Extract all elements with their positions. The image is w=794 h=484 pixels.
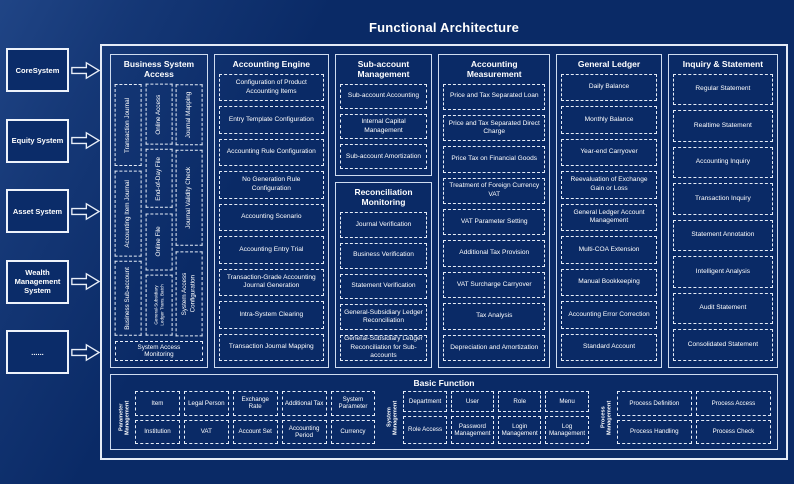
module-item: VAT Surcharge Carryover (443, 272, 545, 298)
module-item: Journal Verification (340, 212, 427, 238)
group-grid (135, 391, 375, 444)
arrow-right-icon (71, 271, 100, 292)
panel-accounting-measurement (438, 54, 550, 368)
system-box-equity-system: Equity System (6, 119, 69, 163)
panel-items (340, 212, 427, 361)
bsa-column (115, 84, 142, 336)
group-parameter-management (117, 391, 375, 444)
panel-items (673, 74, 773, 361)
arrow-right-icon (71, 201, 100, 222)
module-item: Role Access (403, 416, 446, 444)
page-title: Functional Architecture (368, 20, 520, 35)
module-item: General Ledger Account Management (561, 204, 656, 231)
module-item: Year-end Carryover (561, 139, 656, 166)
module-item: Realtime Statement (673, 110, 773, 142)
module-item: Standard Account (561, 334, 656, 361)
module-item: Transaction Journal (115, 84, 142, 166)
arrow-right-icon (71, 60, 100, 81)
module-item: Transaction Journal Mapping (219, 334, 324, 361)
system-box-asset-system: Asset System (6, 189, 69, 233)
group-process-management (599, 391, 771, 444)
system-box-coresystem: CoreSystem (6, 48, 69, 92)
panel-general-ledger (556, 54, 661, 368)
system-row (6, 330, 102, 374)
module-item: Entry Template Configuration (219, 106, 324, 133)
panel-title: Sub-account Management (357, 59, 410, 79)
system-box-other-systems: ...... (6, 330, 69, 374)
group-system-management (385, 391, 588, 444)
module-item: No Generation Rule Configuration (219, 171, 324, 198)
group-label: Process Management (600, 400, 613, 435)
module-item: Depreciation and Amortization (443, 335, 545, 361)
system-row (6, 48, 102, 92)
module-item: Role (498, 391, 541, 412)
module-item: Intra-System Clearing (219, 301, 324, 328)
module-item: Online File (146, 213, 173, 270)
panel-reconciliation-monitoring (335, 182, 432, 368)
panel-title: Basic Function (413, 378, 475, 388)
module-item: Intelligent Analysis (673, 256, 773, 288)
module-item: Transaction Inquiry (673, 183, 773, 215)
system-row (6, 119, 102, 163)
panel-basic-function (110, 374, 778, 450)
panel-items (561, 74, 656, 361)
module-item: User (451, 391, 494, 412)
module-item: Consolidated Statement (673, 329, 773, 361)
module-item: Process Check (696, 420, 771, 445)
module-item: Statement Annotation (673, 220, 773, 252)
panel-title: Inquiry & Statement (682, 59, 764, 69)
module-item: System Access Monitoring (115, 341, 203, 361)
module-item: Reevaluation of Exchange Gain or Loss (561, 171, 656, 198)
module-item: Treatment of Foreign Currency VAT (443, 178, 545, 204)
panel-items (340, 84, 427, 170)
module-item: Journal Mapping (176, 84, 203, 145)
middle-stack (335, 54, 432, 368)
arrow-right-icon (71, 342, 100, 363)
module-item: Accounting Period (282, 420, 327, 445)
system-row (6, 260, 102, 304)
module-item: End-of-Day File (146, 149, 173, 208)
module-item: Accounting Item Journal (115, 171, 142, 257)
module-item: Audit Statement (673, 293, 773, 325)
system-row (6, 189, 102, 233)
panel-inquiry-statement (668, 54, 778, 368)
panel-business-system-access (110, 54, 208, 368)
module-item: General-Subsidiary Ledger Trans. Batch (146, 275, 173, 336)
module-item: Statement Verification (340, 274, 427, 300)
panel-title: Accounting Measurement (466, 59, 522, 79)
panel-items (443, 84, 545, 361)
module-item: Accounting Rule Configuration (219, 139, 324, 166)
module-item: System Access Configuration (176, 251, 203, 336)
module-item: Transaction-Grade Accounting Journal Generation (219, 269, 324, 296)
module-item: Department (403, 391, 446, 412)
group-label: System Management (386, 400, 399, 435)
module-item: Business Verification (340, 243, 427, 269)
module-item: Process Definition (617, 391, 692, 416)
module-item: Multi-COA Extension (561, 236, 656, 263)
module-item: Regular Statement (673, 74, 773, 106)
group-grid (617, 391, 771, 444)
module-item: Log Management (545, 416, 588, 444)
module-item: Daily Balance (561, 74, 656, 101)
panel-items (219, 74, 324, 361)
module-item: Price Tax on Financial Goods (443, 146, 545, 172)
module-item: Additional Tax (282, 391, 327, 416)
architecture-container (100, 44, 788, 460)
module-item: Online Access (146, 84, 173, 145)
module-item: Account Set (233, 420, 278, 445)
group-grid (403, 391, 588, 444)
module-item: Additional Tax Provision (443, 240, 545, 266)
module-item: Business Sub-account (115, 261, 142, 336)
module-item: Legal Person (184, 391, 229, 416)
panel-accounting-engine (214, 54, 329, 368)
module-item: VAT Parameter Setting (443, 209, 545, 235)
module-item: Menu (545, 391, 588, 412)
module-columns (110, 54, 778, 368)
panel-title: Reconciliation Monitoring (354, 187, 413, 208)
module-item: General-Subsidiary Ledger Reconciliation (340, 304, 427, 330)
module-item: Internal Capital Management (340, 114, 427, 139)
module-item: Accounting Entry Trial (219, 236, 324, 263)
module-item: Accounting Error Correction (561, 301, 656, 328)
panel-title: Business System Access (123, 59, 195, 79)
module-item: Tax Analysis (443, 303, 545, 329)
bsa-column (146, 84, 173, 336)
module-item: Process Handling (617, 420, 692, 445)
module-item: Journal Validity Check (176, 150, 203, 246)
module-item: Process Access (696, 391, 771, 416)
module-item: Accounting Inquiry (673, 147, 773, 179)
module-item: Sub-account Amortization (340, 144, 427, 169)
basic-function-body (117, 391, 771, 444)
arrow-right-icon (71, 130, 100, 151)
bsa-column (176, 84, 203, 336)
panel-title: General Ledger (577, 59, 641, 69)
module-item: Configuration of Product Accounting Items (219, 74, 324, 101)
bsa-body (115, 84, 203, 336)
module-item: General-Subsidiary Ledger Reconciliation for Sub-accounts (340, 335, 427, 361)
module-item: Manual Bookkeeping (561, 269, 656, 296)
module-item: Accounting Scenario (219, 204, 324, 231)
panel-title: Accounting Engine (232, 59, 311, 69)
module-item: Sub-account Accounting (340, 84, 427, 109)
module-item: Login Management (498, 416, 541, 444)
module-item: Monthly Balance (561, 106, 656, 133)
module-item: Exchange Rate (233, 391, 278, 416)
module-item: Price and Tax Separated Loan (443, 84, 545, 110)
module-item: Price and Tax Separated Direct Charge (443, 115, 545, 141)
module-item: VAT (184, 420, 229, 445)
module-item: System Parameter (331, 391, 376, 416)
group-label: Parameter Management (118, 400, 131, 435)
module-item: Item (135, 391, 180, 416)
module-item: Institution (135, 420, 180, 445)
system-box-wealth-management-system: Wealth Management System (6, 260, 69, 304)
module-item: Currency (331, 420, 376, 445)
module-item: Password Management (451, 416, 494, 444)
panel-sub-account-management (335, 54, 432, 176)
source-systems-rail (6, 48, 102, 374)
